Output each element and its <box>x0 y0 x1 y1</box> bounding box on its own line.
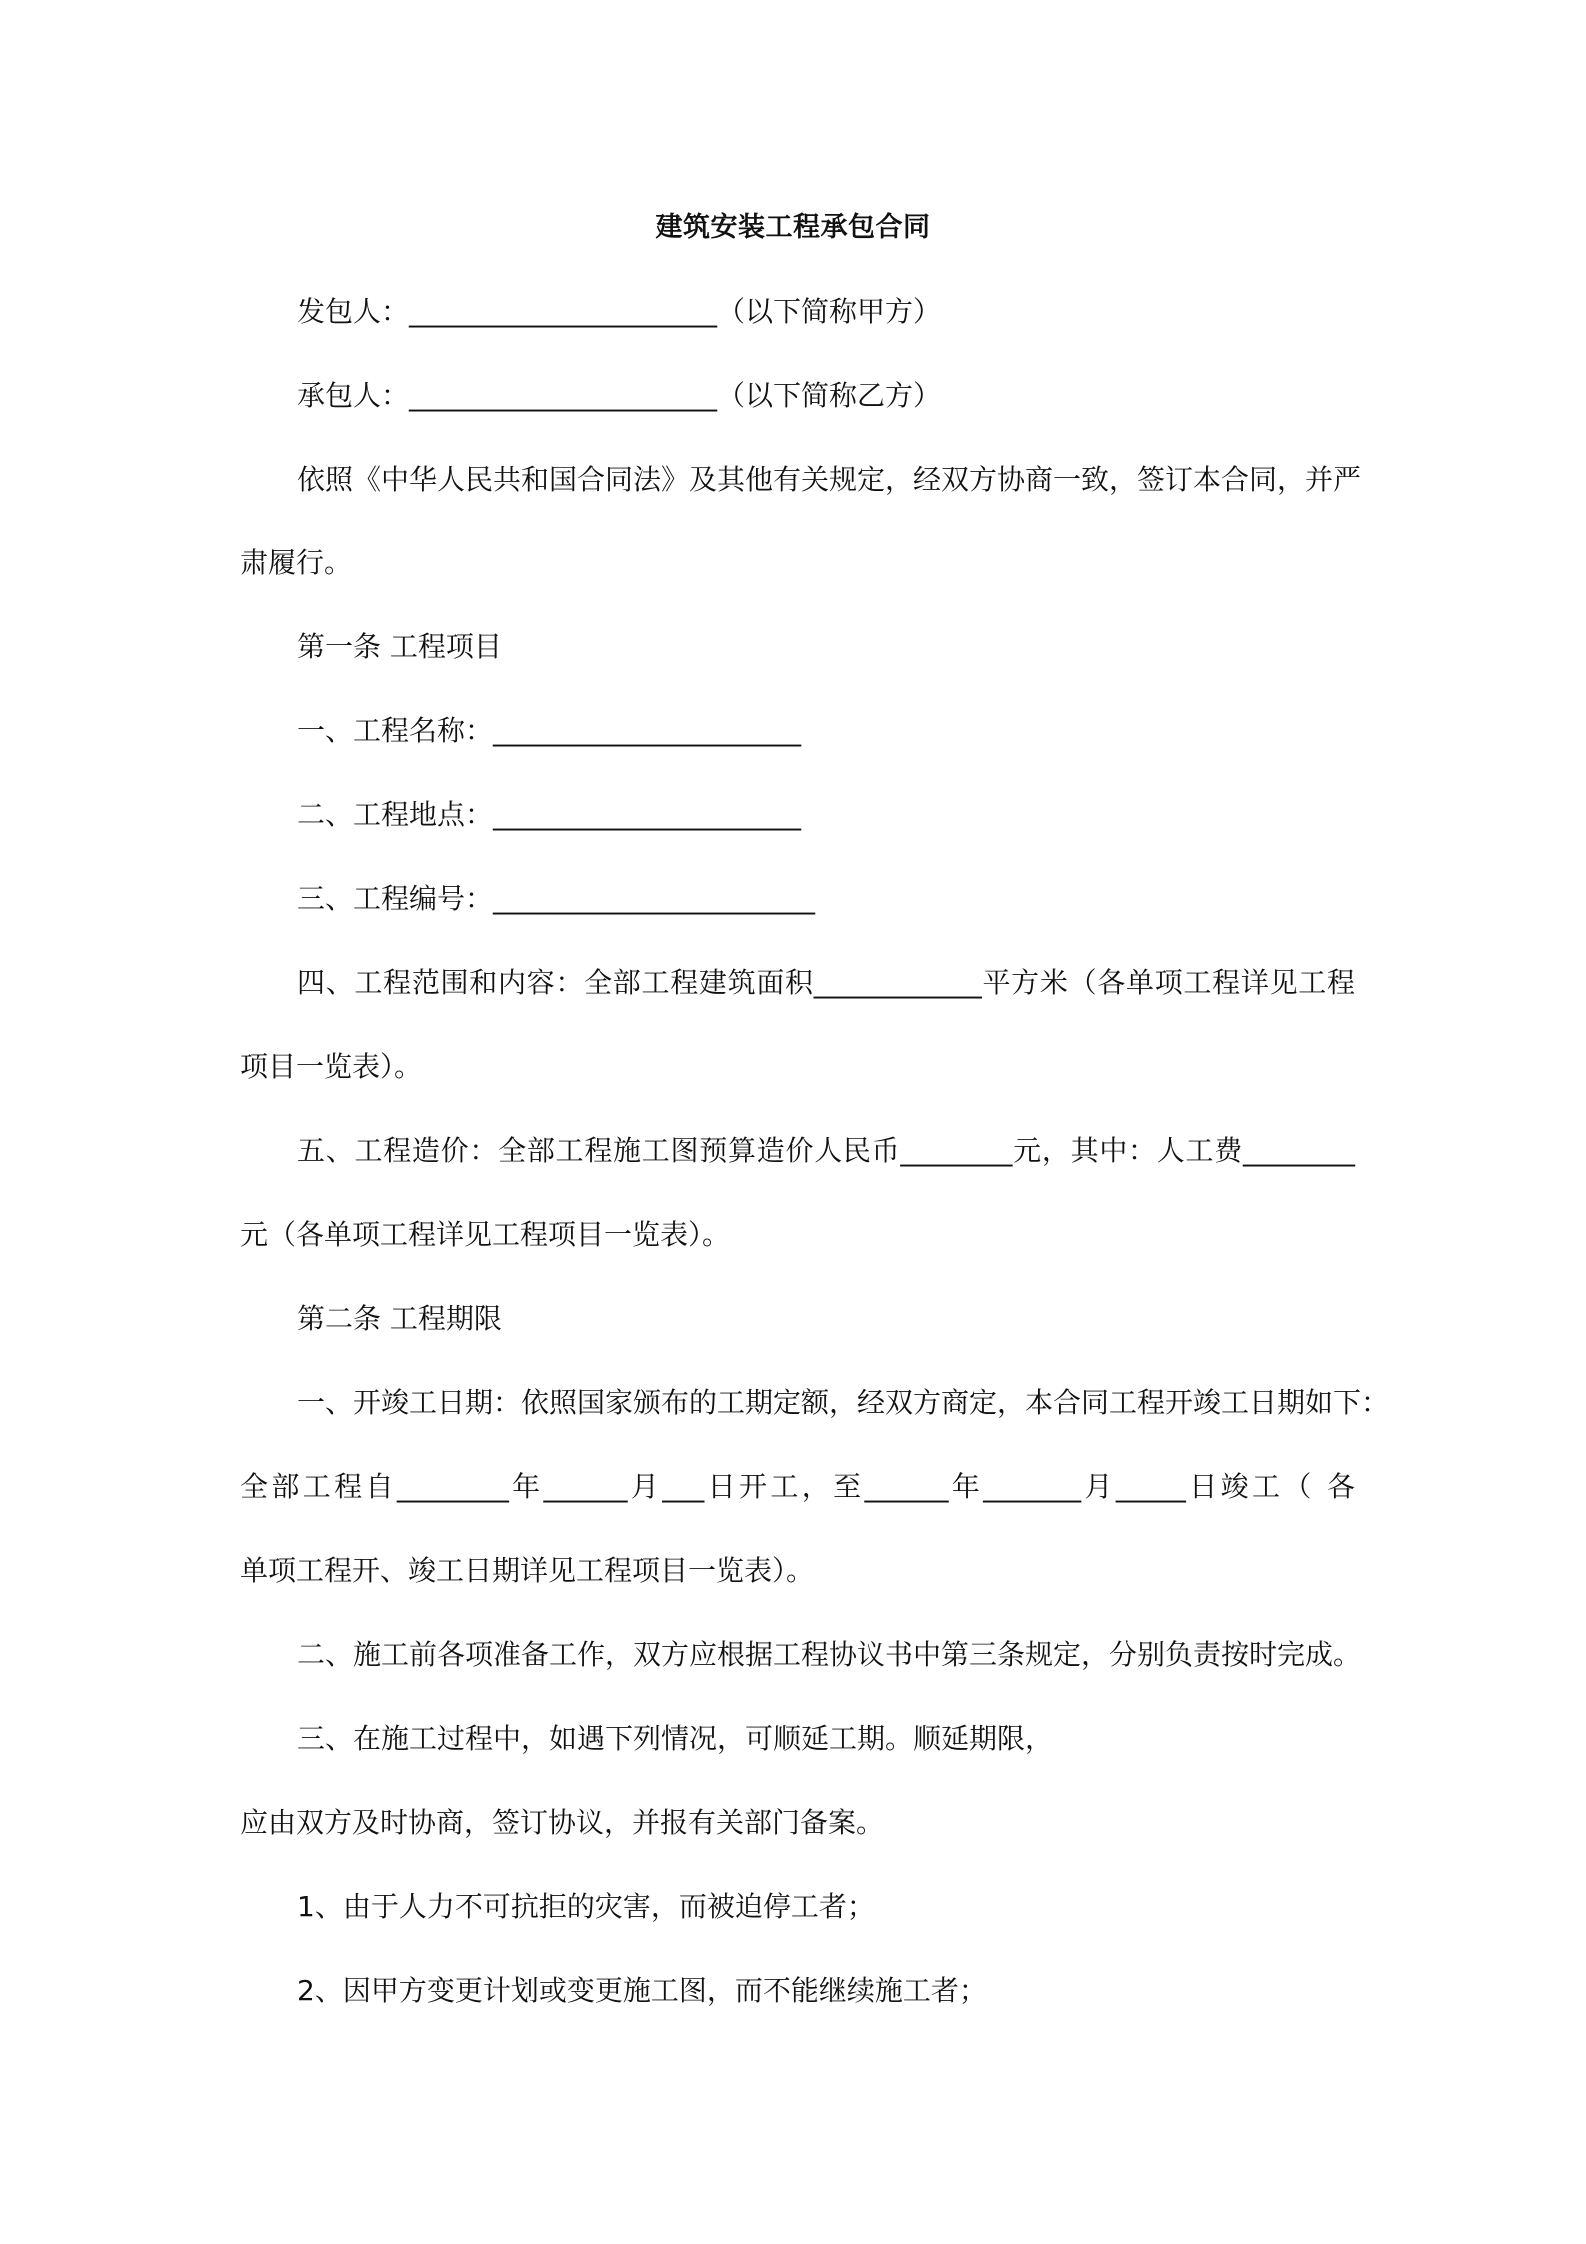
party-a-line: 发包人：______________________（以下简称甲方） <box>297 295 942 328</box>
project-location-line: 二、工程地点：______________________ <box>297 798 802 831</box>
extension-line-2: 应由双方及时协商，签订协议，并报有关部门备案。 <box>240 1806 885 1839</box>
extension-line-1: 三、在施工过程中，如遇下列情况，可顺延工期。顺延期限， <box>297 1722 1054 1755</box>
project-scope-line-1: 四、工程范围和内容：全部工程建筑面积____________平方米（各单项工程详见工程 <box>297 966 1355 999</box>
project-number-line: 三、工程编号：_______________________ <box>297 882 816 915</box>
condition-2-line: 2、因甲方变更计划或变更施工图，而不能继续施工者； <box>297 1974 987 2007</box>
schedule-line-1: 一、开竣工日期：依照国家颁布的工期定额，经双方商定，本合同工程开竣工日期如下： <box>297 1386 1390 1419</box>
article-2-heading: 第二条 工程期限 <box>297 1302 502 1335</box>
preamble-line-2: 肃履行。 <box>240 546 353 579</box>
article-1-heading: 第一条 工程项目 <box>297 630 502 663</box>
project-scope-line-2: 项目一览表）。 <box>240 1050 423 1083</box>
project-cost-line-2: 元（各单项工程详见工程项目一览表）。 <box>240 1218 731 1251</box>
preamble-line-1: 依照《中华人民共和国合同法》及其他有关规定，经双方协商一致，签订本合同，并严 <box>297 463 1362 496</box>
condition-1-line: 1、由于人力不可抗拒的灾害，而被迫停工者； <box>297 1890 875 1923</box>
party-b-line: 承包人：______________________（以下简称乙方） <box>297 379 942 412</box>
schedule-line-3: 单项工程开、竣工日期详见工程项目一览表）。 <box>240 1554 815 1587</box>
preparation-line: 二、施工前各项准备工作，双方应根据工程协议书中第三条规定，分别负责按时完成。 <box>297 1638 1362 1671</box>
schedule-line-2: 全部工程自________年______月___日开工，至______年_______月_____日竣工（ 各 <box>240 1470 1355 1503</box>
project-name-line: 一、工程名称：______________________ <box>297 714 802 747</box>
document-title: 建筑安装工程承包合同 <box>655 212 931 243</box>
project-cost-line-1: 五、工程造价：全部工程施工图预算造价人民币________元，其中：人工费________ <box>297 1134 1355 1167</box>
